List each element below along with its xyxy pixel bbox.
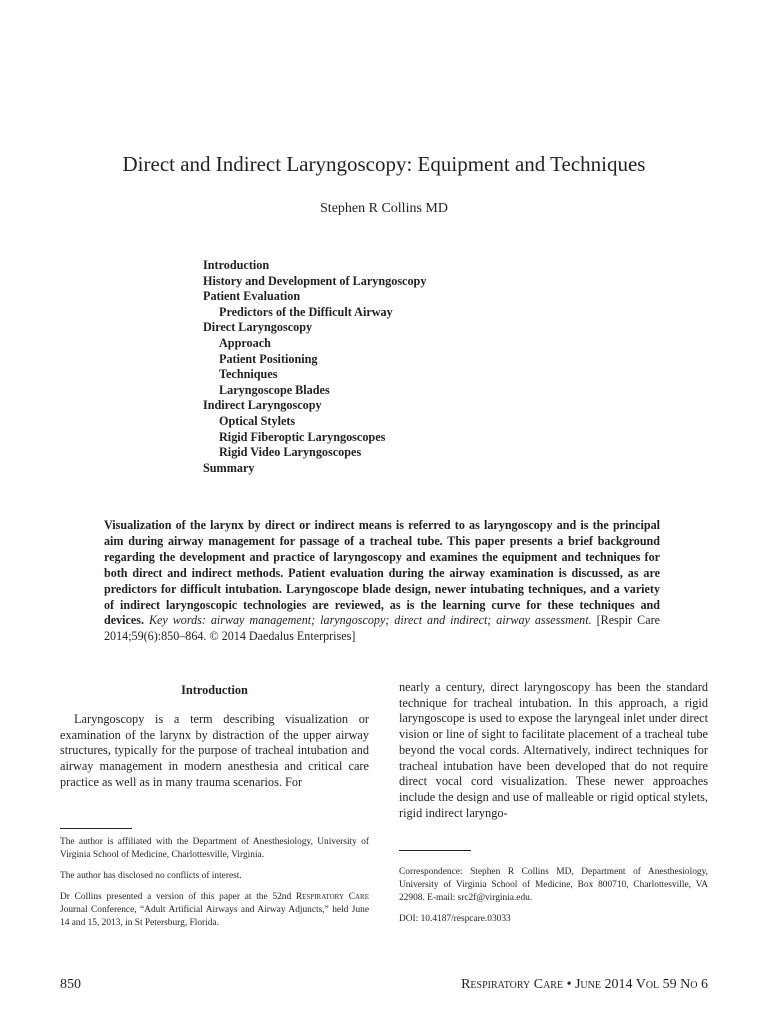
toc-item: History and Development of Laryngoscopy xyxy=(203,273,427,288)
footnote-correspondence: Correspondence: Stephen R Collins MD, Department of Anesthesiology, University of Virginia School of Medicine, Box 800710, Charlottesville, VA 22908. E-mail: src2f@virginia.edu. xyxy=(399,867,708,903)
toc-item: Direct Laryngoscopy xyxy=(203,320,313,335)
toc-item: Laryngoscope Blades xyxy=(219,382,330,397)
footnote-divider-left xyxy=(60,828,132,829)
toc-item: Approach xyxy=(219,335,271,350)
author-byline: Stephen R Collins MD xyxy=(320,201,448,216)
toc-item: Patient Positioning xyxy=(219,351,318,366)
footnotes-left xyxy=(60,836,369,930)
toc-item: Rigid Fiberoptic Laryngoscopes xyxy=(219,429,386,444)
toc-item: Summary xyxy=(203,460,255,475)
footnote-presentation: Dr Collins presented a version of this paper at the 52nd Respiratory Care Journal Conference, “Adult Artificial Airways and Airway Adjuncts,” held June 14 and 15, 2013, in St Petersburg, Florida. xyxy=(60,892,369,928)
footnotes-right xyxy=(399,866,708,926)
footnote-affiliation: The author is affiliated with the Department of Anesthesiology, University of Virginia School of Medicine, Charlottesville, Virginia. xyxy=(60,837,369,860)
toc-item: Predictors of the Difficult Airway xyxy=(219,304,393,319)
section-heading-introduction: Introduction xyxy=(181,683,248,697)
toc-item: Rigid Video Laryngoscopes xyxy=(219,445,362,460)
page-number: 850 xyxy=(60,977,81,992)
footnote-doi: DOI: 10.4187/respcare.03033 xyxy=(399,914,511,924)
table-of-contents xyxy=(203,258,426,476)
toc-item: Optical Stylets xyxy=(219,413,296,428)
abstract-citation: [Respir Care 2014;59(6):850–864. © 2014 Daedalus Enterprises] xyxy=(104,613,660,644)
article-title: Direct and Indirect Laryngoscopy: Equipment and Techniques xyxy=(122,152,646,176)
body-text-left-column: Laryngoscopy is a term describing visualization or examination of the larynx by distraction of the upper airway structures, typically for the purpose of tracheal intubation and airway management in modern anesthesia and critical care practice as well as in many trauma scenarios. For xyxy=(60,712,369,789)
toc-item: Introduction xyxy=(203,258,270,272)
toc-item: Indirect Laryngoscopy xyxy=(203,398,322,413)
abstract xyxy=(104,518,660,645)
toc-item: Patient Evaluation xyxy=(203,289,301,304)
body-text-right-column: nearly a century, direct laryngoscopy has been the standard technique for tracheal intubation. In this approach, a rigid laryngoscope is used to expose the laryngeal inlet under direct vision or line of sight to facilitate placement of a tracheal tube beyond the vocal cords. Alternatively, indirect techniques for tracheal intubation have been developed that do not require direct vocal cord visualization. These newer approaches include the design and use of malleable or rigid optical stylets, rigid indirect laryngo- xyxy=(399,680,708,820)
toc-item: Techniques xyxy=(219,367,278,382)
footnote-divider-right xyxy=(399,850,471,851)
footnote-conflicts: The author has disclosed no conflicts of interest. xyxy=(60,871,242,881)
journal-name: Respiratory Care xyxy=(295,892,369,902)
abstract-body: Visualization of the larynx by direct or indirect means is referred to as laryngoscopy and is the principal aim during airway management for passage of a tracheal tube. This paper presents a brief background regarding the development and practice of laryngoscopy and examines the equipment and techniques for both direct and indirect methods. Patient evaluation during the airway examination is discussed, as are predictors for difficult intubation. Laryngoscope blade design, newer intubating techniques, and a variety of indirect laryngoscopic technologies are reviewed, as is the learning curve for these techniques and devices. xyxy=(104,518,660,628)
running-footer: Respiratory Care • June 2014 Vol 59 No 6 xyxy=(461,977,708,992)
abstract-keywords: Key words: airway management; laryngoscopy; direct and indirect; airway assessment. xyxy=(148,613,592,628)
